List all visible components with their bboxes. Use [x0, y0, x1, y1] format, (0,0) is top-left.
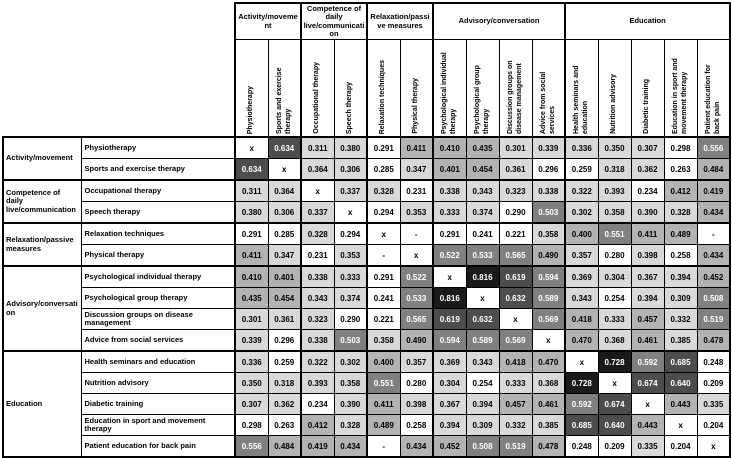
matrix-cell: 0.632 [499, 288, 532, 309]
matrix-cell: 0.478 [697, 330, 730, 352]
row-label: Psychological individual therapy [81, 266, 235, 288]
matrix-cell: 0.411 [631, 223, 664, 245]
matrix-cell: 0.470 [532, 351, 565, 373]
matrix-cell: 0.385 [532, 415, 565, 436]
matrix-cell: 0.357 [565, 245, 598, 267]
matrix-cell: 0.503 [334, 330, 367, 352]
matrix-cell: 0.302 [565, 202, 598, 224]
matrix-cell: 0.569 [532, 309, 565, 330]
matrix-cell: 0.280 [400, 373, 433, 394]
matrix-cell: 0.385 [664, 330, 697, 352]
matrix-cell: 0.569 [499, 330, 532, 352]
col-label-text: Nutrition advisory [610, 74, 618, 134]
matrix-cell: 0.410 [433, 137, 466, 159]
matrix-cell: 0.461 [532, 394, 565, 415]
matrix-cell: 0.411 [235, 245, 268, 267]
matrix-cell: 0.259 [565, 159, 598, 181]
matrix-cell: 0.311 [301, 137, 334, 159]
col-label [334, 40, 367, 138]
matrix-cell: 0.398 [631, 245, 664, 267]
matrix-cell: 0.248 [697, 351, 730, 373]
diagonal-cell: x [499, 309, 532, 330]
row-label: Physiotherapy [81, 137, 235, 159]
matrix-cell: 0.380 [235, 202, 268, 224]
matrix-cell: 0.454 [466, 159, 499, 181]
matrix-cell: 0.589 [466, 330, 499, 352]
matrix-cell: 0.728 [565, 373, 598, 394]
row-group-header: Education [3, 351, 81, 457]
diagonal-cell: x [235, 137, 268, 159]
matrix-cell: - [367, 245, 400, 267]
col-label-text: Psychological group therapy [473, 65, 490, 134]
matrix-cell: 0.339 [235, 330, 268, 352]
matrix-cell: 0.291 [367, 137, 400, 159]
row-label: Psychological group therapy [81, 288, 235, 309]
matrix-cell: 0.353 [334, 245, 367, 267]
col-label-text: Psychological individual therapy [441, 52, 457, 134]
matrix-cell: 0.221 [499, 223, 532, 245]
matrix-cell: 0.401 [268, 266, 301, 288]
matrix-cell: 0.335 [697, 394, 730, 415]
matrix-cell: 0.367 [631, 266, 664, 288]
col-group-header: Activity/movement [235, 3, 301, 40]
matrix-cell: 0.551 [598, 223, 631, 245]
matrix-cell: 0.457 [499, 394, 532, 415]
matrix-cell: 0.443 [631, 415, 664, 436]
matrix-cell: 0.307 [631, 137, 664, 159]
matrix-cell: 0.490 [532, 245, 565, 267]
matrix-cell: 0.335 [631, 436, 664, 458]
matrix-cell: 0.323 [499, 180, 532, 202]
col-label-text: Physiotherapy [247, 85, 255, 134]
col-label [268, 40, 301, 138]
matrix-cell: 0.298 [664, 137, 697, 159]
matrix-cell: 0.634 [268, 137, 301, 159]
matrix-cell: 0.338 [433, 180, 466, 202]
col-label-text: Physical therapy [411, 78, 419, 134]
matrix-cell: 0.343 [565, 288, 598, 309]
matrix-cell: 0.674 [598, 394, 631, 415]
row-label: Nutrition advisory [81, 373, 235, 394]
col-label [565, 40, 598, 138]
matrix-cell: 0.358 [532, 223, 565, 245]
matrix-cell: 0.350 [235, 373, 268, 394]
row-label: Sports and exercise therapy [81, 159, 235, 181]
matrix-cell: 0.594 [532, 266, 565, 288]
matrix-cell: 0.419 [301, 436, 334, 458]
diagonal-cell: x [301, 180, 334, 202]
matrix-cell: 0.533 [466, 245, 499, 267]
matrix-cell: 0.263 [268, 415, 301, 436]
matrix-cell: 0.350 [598, 137, 631, 159]
col-label-text: Diabetic training [643, 79, 651, 134]
row-label: Speech therapy [81, 202, 235, 224]
matrix-cell: 0.434 [697, 245, 730, 267]
matrix-cell: 0.338 [532, 180, 565, 202]
matrix-cell: 0.619 [433, 309, 466, 330]
row-group-header: Advisory/conversation [3, 266, 81, 351]
matrix-cell: 0.369 [565, 266, 598, 288]
correlation-matrix-table [2, 2, 731, 458]
matrix-cell: 0.394 [664, 266, 697, 288]
diagonal-cell: x [565, 351, 598, 373]
matrix-cell: 0.337 [334, 180, 367, 202]
col-label [598, 40, 631, 138]
matrix-cell: 0.508 [466, 436, 499, 458]
matrix-cell: 0.209 [598, 436, 631, 458]
matrix-cell: 0.301 [235, 309, 268, 330]
matrix-cell: 0.328 [664, 202, 697, 224]
matrix-cell: 0.565 [499, 245, 532, 267]
matrix-cell: 0.294 [334, 223, 367, 245]
matrix-cell: 0.343 [301, 288, 334, 309]
matrix-cell: - [697, 223, 730, 245]
diagonal-cell: x [433, 266, 466, 288]
matrix-cell: 0.301 [499, 137, 532, 159]
matrix-cell: 0.367 [433, 394, 466, 415]
row-label: Health seminars and education [81, 351, 235, 373]
matrix-cell: 0.241 [367, 288, 400, 309]
row-label: Advice from social services [81, 330, 235, 352]
col-label [301, 40, 334, 138]
diagonal-cell: x [598, 373, 631, 394]
matrix-cell: 0.401 [433, 159, 466, 181]
diagonal-cell: x [268, 159, 301, 181]
matrix-cell: 0.412 [664, 180, 697, 202]
matrix-cell: 0.254 [466, 373, 499, 394]
col-label-text: Health seminars and education [573, 65, 589, 134]
matrix-cell: 0.328 [367, 180, 400, 202]
matrix-cell: 0.594 [433, 330, 466, 352]
matrix-cell: 0.248 [565, 436, 598, 458]
matrix-cell: 0.302 [334, 351, 367, 373]
matrix-cell: 0.556 [697, 137, 730, 159]
matrix-cell: 0.353 [400, 202, 433, 224]
col-label [466, 40, 499, 138]
matrix-cell: 0.674 [631, 373, 664, 394]
matrix-cell: 0.374 [334, 288, 367, 309]
matrix-cell: 0.358 [334, 373, 367, 394]
row-label: Patient education for back pain [81, 436, 235, 458]
matrix-cell: 0.347 [400, 159, 433, 181]
matrix-cell: 0.339 [532, 137, 565, 159]
matrix-cell: 0.304 [433, 373, 466, 394]
matrix-cell: 0.362 [268, 394, 301, 415]
matrix-cell: 0.328 [301, 223, 334, 245]
matrix-cell: 0.328 [334, 415, 367, 436]
matrix-cell: 0.454 [268, 288, 301, 309]
col-label [235, 40, 268, 138]
row-label: Diabetic training [81, 394, 235, 415]
matrix-cell: 0.400 [367, 351, 400, 373]
row-label: Education in sport and movement therapy [81, 415, 235, 436]
col-label [697, 40, 730, 138]
col-label-text: Patient education for back pain [704, 64, 721, 134]
matrix-cell: 0.309 [466, 415, 499, 436]
col-label-text: Advice from social services [539, 71, 556, 134]
matrix-cell: 0.322 [565, 180, 598, 202]
matrix-cell: 0.343 [466, 351, 499, 373]
matrix-cell: 0.231 [400, 180, 433, 202]
col-label-text: Sports and exercise therapy [275, 67, 292, 134]
matrix-cell: 0.390 [631, 202, 664, 224]
diagonal-cell: x [334, 202, 367, 224]
matrix-cell: 0.443 [664, 394, 697, 415]
diagonal-cell: x [367, 223, 400, 245]
matrix-cell: 0.318 [268, 373, 301, 394]
matrix-cell: 0.347 [268, 245, 301, 267]
matrix-cell: 0.374 [466, 202, 499, 224]
matrix-cell: 0.231 [301, 245, 334, 267]
matrix-cell: 0.311 [235, 180, 268, 202]
col-label [433, 40, 466, 138]
diagonal-cell: x [400, 245, 433, 267]
matrix-cell: 0.394 [433, 415, 466, 436]
matrix-cell: 0.362 [631, 159, 664, 181]
matrix-cell: 0.290 [334, 309, 367, 330]
row-label: Relaxation techniques [81, 223, 235, 245]
matrix-cell: 0.204 [697, 415, 730, 436]
matrix-cell: - [400, 223, 433, 245]
matrix-cell: 0.309 [664, 288, 697, 309]
col-label [499, 40, 532, 138]
diagonal-cell: x [466, 288, 499, 309]
matrix-cell: 0.323 [301, 309, 334, 330]
matrix-cell: 0.484 [268, 436, 301, 458]
matrix-cell: 0.234 [301, 394, 334, 415]
matrix-cell: 0.304 [598, 266, 631, 288]
matrix-cell: 0.519 [697, 309, 730, 330]
matrix-cell: 0.318 [598, 159, 631, 181]
matrix-cell: 0.452 [697, 266, 730, 288]
matrix-cell: 0.258 [664, 245, 697, 267]
matrix-cell: 0.357 [400, 351, 433, 373]
matrix-cell: 0.640 [664, 373, 697, 394]
matrix-header [3, 3, 730, 137]
matrix-cell: 0.418 [499, 351, 532, 373]
matrix-cell: 0.490 [400, 330, 433, 352]
matrix-cell: 0.592 [631, 351, 664, 373]
matrix-cell: 0.285 [367, 159, 400, 181]
row-group-header: Relaxation/passive measures [3, 223, 81, 266]
matrix-cell: 0.361 [499, 159, 532, 181]
matrix-cell: 0.394 [631, 288, 664, 309]
col-group-header: Education [565, 3, 730, 40]
matrix-cell: 0.369 [433, 351, 466, 373]
matrix-cell: 0.204 [664, 436, 697, 458]
matrix-cell: 0.435 [235, 288, 268, 309]
matrix-cell: 0.394 [466, 394, 499, 415]
matrix-cell: 0.634 [235, 159, 268, 181]
matrix-cell: 0.338 [301, 266, 334, 288]
matrix-cell: 0.361 [268, 309, 301, 330]
matrix-cell: 0.393 [598, 180, 631, 202]
col-label [367, 40, 400, 138]
matrix-cell: 0.632 [466, 309, 499, 330]
matrix-cell: 0.296 [532, 159, 565, 181]
matrix-cell: 0.484 [697, 159, 730, 181]
matrix-cell: 0.640 [598, 415, 631, 436]
matrix-cell: 0.338 [301, 330, 334, 352]
matrix-cell: 0.337 [301, 202, 334, 224]
matrix-cell: 0.343 [466, 180, 499, 202]
col-group-header: Competence of daily live/communication [301, 3, 367, 40]
row-label: Occupational therapy [81, 180, 235, 202]
col-label [631, 40, 664, 138]
row-group-header: Competence of daily live/communication [3, 180, 81, 223]
matrix-cell: 0.728 [598, 351, 631, 373]
matrix-cell: 0.816 [433, 288, 466, 309]
matrix-cell: 0.291 [433, 223, 466, 245]
matrix-cell: 0.400 [565, 223, 598, 245]
matrix-cell: 0.393 [301, 373, 334, 394]
matrix-cell: 0.294 [367, 202, 400, 224]
matrix-cell: 0.336 [565, 137, 598, 159]
col-group-header: Relaxation/passive measures [367, 3, 433, 40]
col-label-text: Speech therapy [345, 81, 353, 134]
matrix-cell: 0.333 [598, 309, 631, 330]
matrix-cell: 0.333 [334, 266, 367, 288]
matrix-cell: 0.263 [664, 159, 697, 181]
matrix-cell: 0.589 [532, 288, 565, 309]
matrix-cell: 0.332 [664, 309, 697, 330]
matrix-cell: 0.306 [334, 159, 367, 181]
matrix-cell: 0.816 [466, 266, 499, 288]
matrix-cell: 0.390 [334, 394, 367, 415]
matrix-cell: 0.592 [565, 394, 598, 415]
matrix-cell: 0.333 [499, 373, 532, 394]
matrix-cell: 0.434 [334, 436, 367, 458]
matrix-cell: 0.411 [367, 394, 400, 415]
matrix-body [3, 137, 730, 457]
matrix-cell: 0.336 [235, 351, 268, 373]
matrix-cell: 0.291 [235, 223, 268, 245]
matrix-cell: 0.380 [334, 137, 367, 159]
matrix-cell: 0.358 [598, 202, 631, 224]
matrix-cell: 0.685 [664, 351, 697, 373]
matrix-cell: 0.332 [499, 415, 532, 436]
matrix-cell: 0.306 [268, 202, 301, 224]
col-label [400, 40, 433, 138]
matrix-cell: 0.221 [367, 309, 400, 330]
matrix-cell: 0.434 [400, 436, 433, 458]
matrix-cell: 0.418 [565, 309, 598, 330]
matrix-cell: 0.435 [466, 137, 499, 159]
matrix-cell: 0.522 [433, 245, 466, 267]
col-label [532, 40, 565, 138]
matrix-cell: 0.307 [235, 394, 268, 415]
matrix-cell: 0.412 [301, 415, 334, 436]
matrix-cell: 0.519 [499, 436, 532, 458]
diagonal-cell: x [631, 394, 664, 415]
matrix-cell: 0.489 [367, 415, 400, 436]
col-label-text: Education in sport and movement therapy [671, 58, 688, 134]
matrix-cell: 0.234 [631, 180, 664, 202]
matrix-cell: 0.619 [499, 266, 532, 288]
matrix-cell: 0.298 [235, 415, 268, 436]
matrix-cell: 0.685 [565, 415, 598, 436]
matrix-cell: 0.364 [268, 180, 301, 202]
matrix-cell: 0.461 [631, 330, 664, 352]
matrix-cell: 0.565 [400, 309, 433, 330]
matrix-cell: 0.457 [631, 309, 664, 330]
matrix-cell: 0.290 [499, 202, 532, 224]
matrix-cell: 0.285 [268, 223, 301, 245]
col-label [664, 40, 697, 138]
matrix-cell: 0.333 [433, 202, 466, 224]
matrix-cell: 0.241 [466, 223, 499, 245]
matrix-cell: 0.478 [532, 436, 565, 458]
matrix-cell: 0.259 [268, 351, 301, 373]
matrix-cell: 0.434 [697, 202, 730, 224]
matrix-cell: 0.368 [532, 373, 565, 394]
matrix-cell: 0.556 [235, 436, 268, 458]
matrix-cell: 0.364 [301, 159, 334, 181]
row-label: Physical therapy [81, 245, 235, 267]
col-group-header: Advisory/conversation [433, 3, 565, 40]
matrix-cell: 0.280 [598, 245, 631, 267]
matrix-cell: 0.254 [598, 288, 631, 309]
matrix-cell: 0.410 [235, 266, 268, 288]
corner-spacer [3, 3, 235, 137]
matrix-cell: - [367, 436, 400, 458]
matrix-cell: 0.398 [400, 394, 433, 415]
diagonal-cell: x [532, 330, 565, 352]
col-label-text: Relaxation techniques [379, 59, 387, 134]
matrix-cell: 0.322 [301, 351, 334, 373]
matrix-cell: 0.503 [532, 202, 565, 224]
matrix-cell: 0.209 [697, 373, 730, 394]
matrix-cell: 0.291 [367, 266, 400, 288]
row-label: Discussion groups on disease management [81, 309, 235, 330]
matrix-cell: 0.368 [598, 330, 631, 352]
matrix-cell: 0.419 [697, 180, 730, 202]
col-label-text: Occupational therapy [313, 62, 321, 134]
matrix-cell: 0.522 [400, 266, 433, 288]
matrix-cell: 0.508 [697, 288, 730, 309]
diagonal-cell: x [697, 436, 730, 458]
matrix-cell: 0.489 [664, 223, 697, 245]
col-label-text: Discussion groups on disease management [506, 60, 523, 134]
row-group-header: Activity/movement [3, 137, 81, 180]
matrix-cell: 0.258 [400, 415, 433, 436]
matrix-cell: 0.452 [433, 436, 466, 458]
diagonal-cell: x [664, 415, 697, 436]
matrix-cell: 0.470 [565, 330, 598, 352]
matrix-cell: 0.533 [400, 288, 433, 309]
matrix-cell: 0.411 [400, 137, 433, 159]
matrix-cell: 0.358 [367, 330, 400, 352]
matrix-cell: 0.296 [268, 330, 301, 352]
matrix-cell: 0.551 [367, 373, 400, 394]
